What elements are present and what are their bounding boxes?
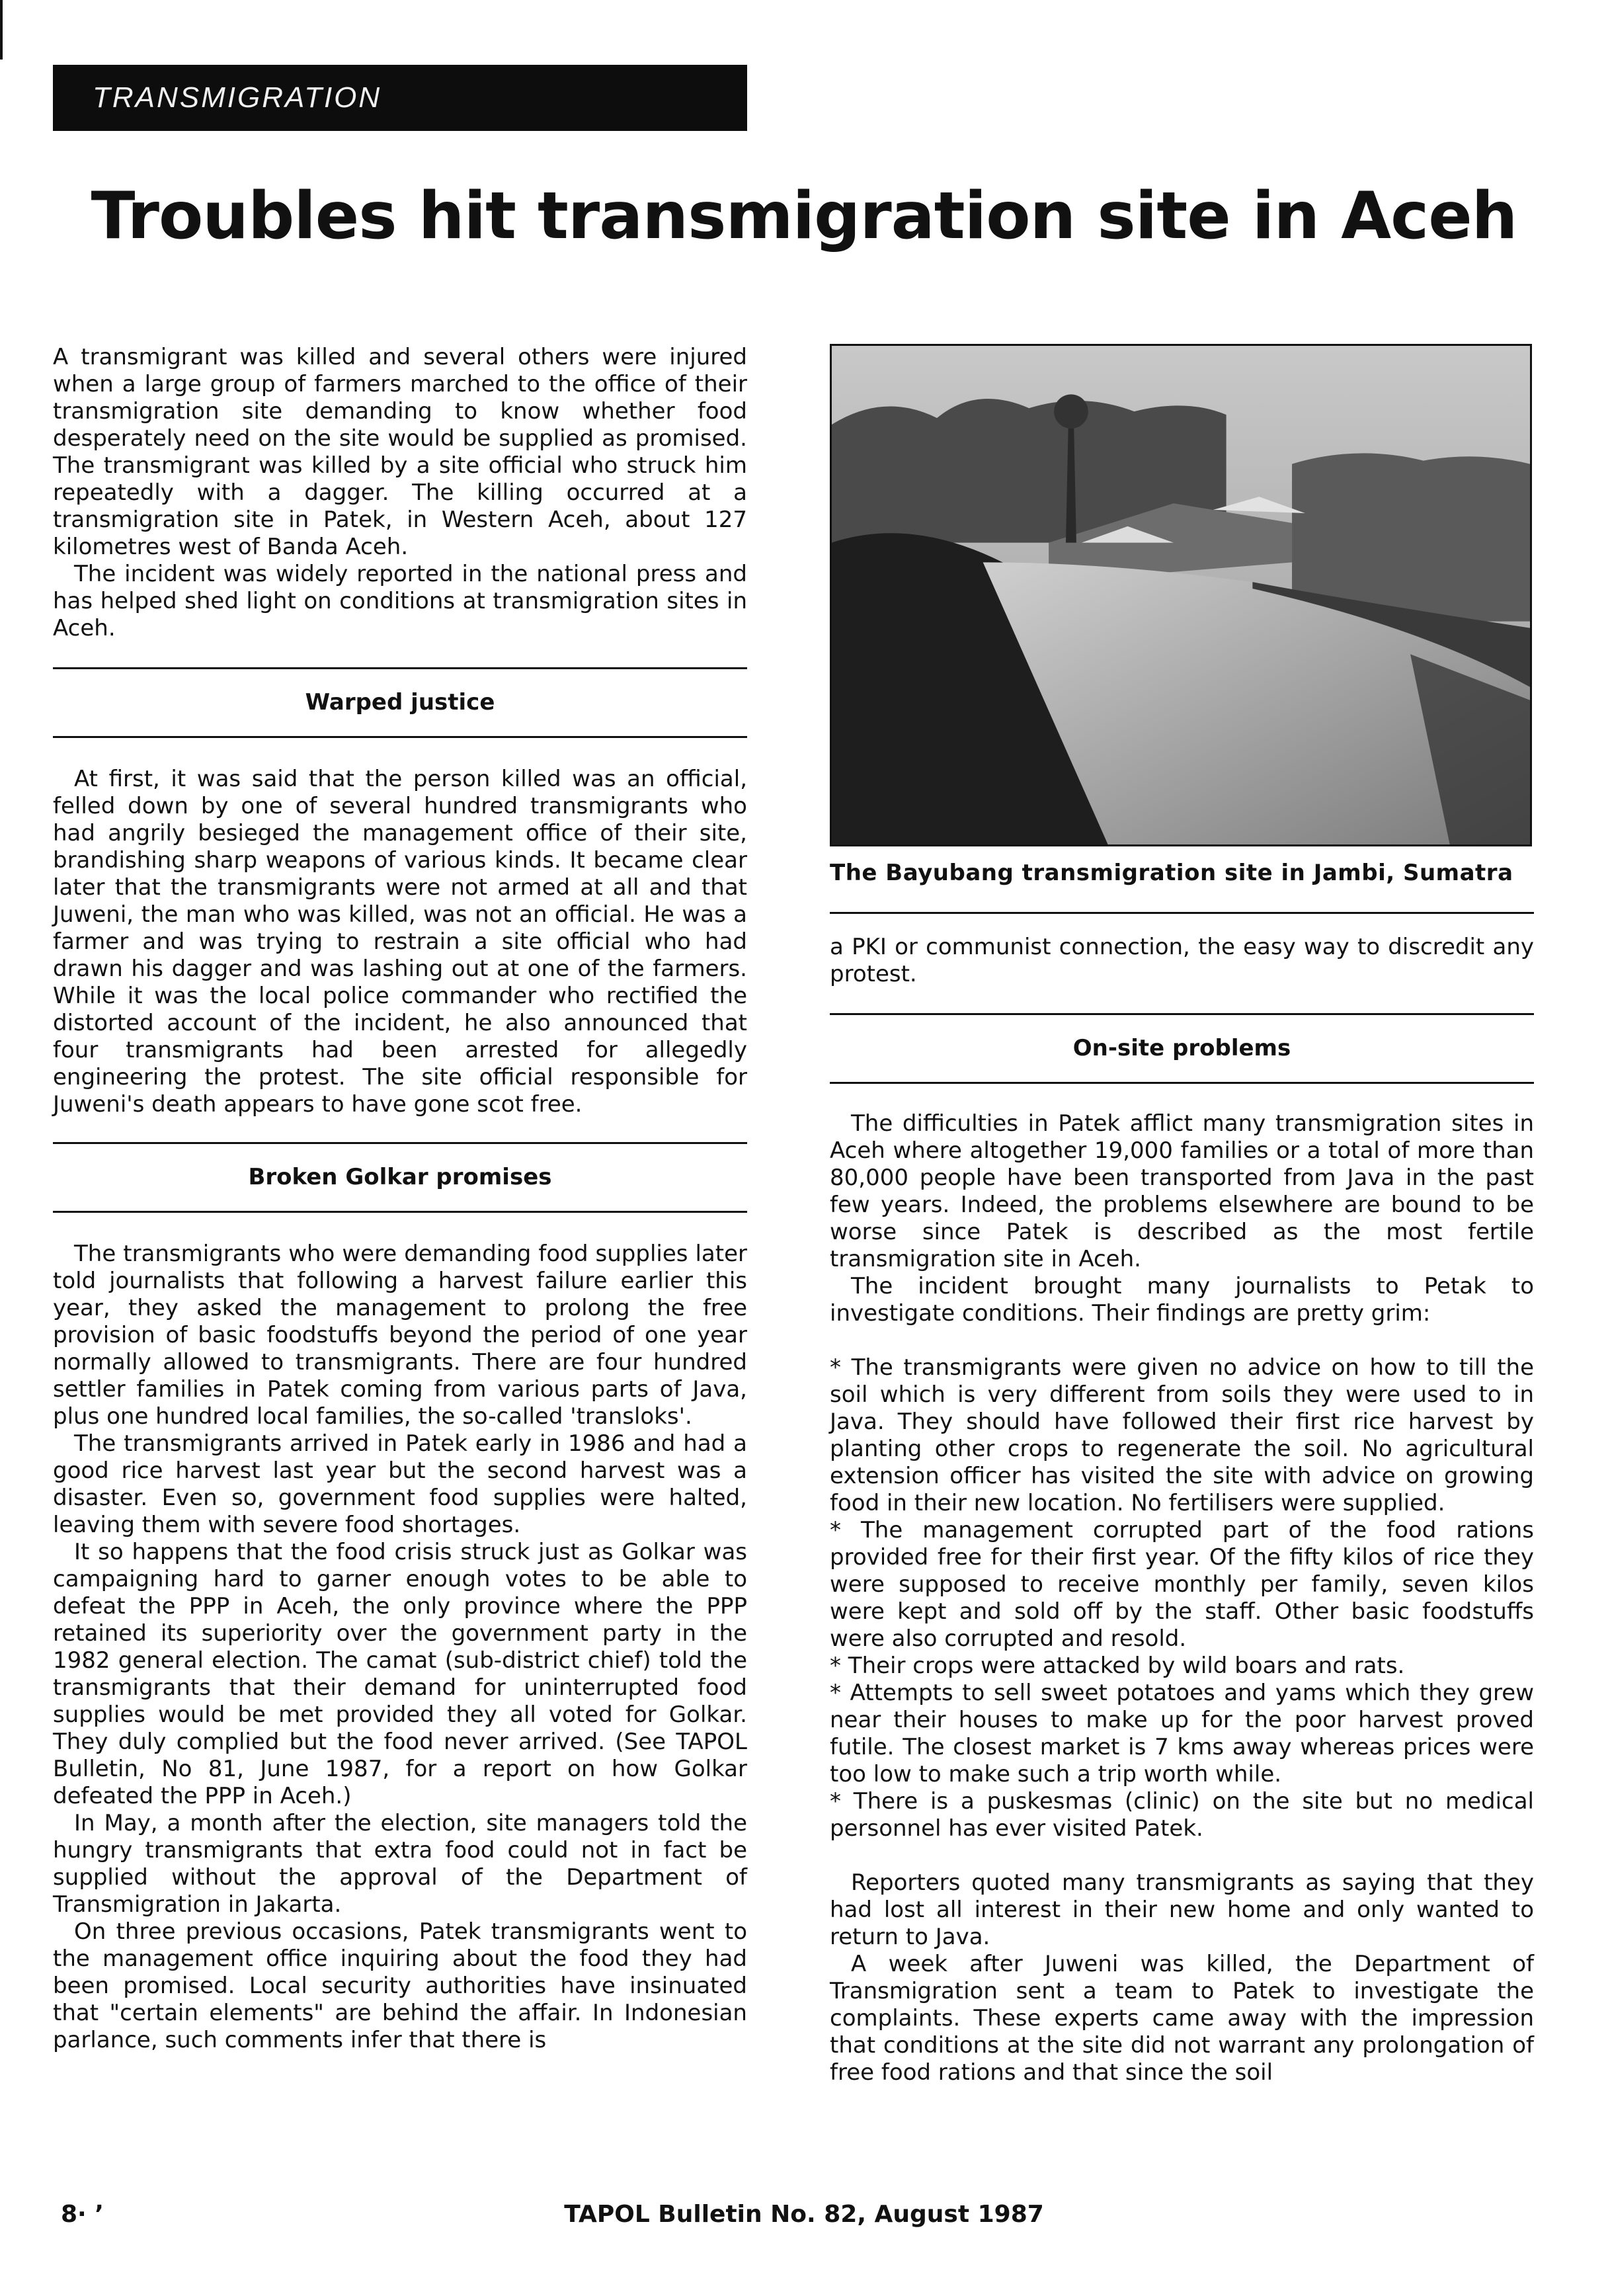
body-paragraph: A week after Juweni was killed, the Department of Transmigration sent a team to Patek to investigate the complaints. These experts came away with the impression that conditions at the site did not warrant any prolongation of free food rations and that since the soil: [830, 1951, 1534, 2086]
bullet-item: * Attempts to sell sweet potatoes and yams which they grew near their houses to make up for the poor harvest proved futile. The closest market is 7 kms away whereas prices were too low to make such a trip worth while.: [830, 1680, 1534, 1787]
divider: [53, 1211, 747, 1213]
bullet-item: * Their crops were attacked by wild boars and rats.: [830, 1653, 1405, 1679]
body-paragraph: The transmigrants who were demanding food supplies later told journalists that following a harvest failure earlier this year, they asked the management to prolong the free provision of basic foodstuffs beyond the period of one year normally allowed to transmigrants. There are four hundred settler families in Patek coming from various parts of Java, plus one hundred local families, the so-called 'transloks'.: [53, 1241, 747, 1430]
divider: [830, 1082, 1534, 1084]
transmigration-site-photo: [830, 344, 1532, 846]
article-title: Troubles hit transmigration site in Aceh: [91, 179, 1517, 254]
body-paragraph: Reporters quoted many transmigrants as saying that they had lost all interest in their new home and only wanted to return to Java.: [830, 1869, 1534, 1950]
page-number: 8· ʼ: [61, 2201, 104, 2228]
issue-line: TAPOL Bulletin No. 82, August 1987: [564, 2201, 1044, 2228]
photo-caption: The Bayubang transmigration site in Jambi, Sumatra: [830, 860, 1513, 886]
bullet-item: * The transmigrants were given no advice on how to till the soil which is very different from soils they were used to in Java. They should have followed their first rice harvest by planting other crops to regenerate the soil. No agricultural extension officer has visited the site with advice on growing food in their new location. No fertilisers were supplied.: [830, 1354, 1534, 1516]
section-tag: TRANSMIGRATION: [53, 65, 747, 131]
margin-mark: [0, 0, 3, 60]
intro-paragraph: The incident was widely reported in the national press and has helped shed light on conditions at transmigration sites in Aceh.: [53, 561, 747, 641]
intro-paragraph: A transmigrant was killed and several others were injured when a large group of farmers marched to the office of their transmigration site demanding to know whether food desperately need on the site would be supplied as promised. The transmigrant was killed by a site official who struck him repeatedly with a dagger. The killing occurred at a transmigration site in Patek, in Western Aceh, about 127 kilometres west of Banda Aceh.: [53, 344, 747, 560]
body-paragraph: It so happens that the food crisis struck just as Golkar was campaigning hard to garner enough votes to be able to defeat the PPP in Aceh, the only province where the PPP retained its superiority over the government party in the 1982 general election. The camat (sub-district chief) told the transmigrants that their demand for uninterrupted food supplies would be met provided they all voted for Golkar. They duly complied but the food never arrived. (See TAPOL Bulletin, No 81, June 1987, for a report on how Golkar defeated the PPP in Aceh.): [53, 1539, 747, 1809]
body-paragraph: The incident brought many journalists to Petak to investigate conditions. Their findings are pretty grim:: [830, 1273, 1534, 1327]
body-paragraph: a PKI or communist connection, the easy way to discredit any protest.: [830, 934, 1534, 987]
bullet-item: * There is a puskesmas (clinic) on the site but no medical personnel has ever visited Patek.: [830, 1788, 1534, 1842]
subheading-on-site-problems: On-site problems: [1072, 1035, 1291, 1061]
body-paragraph: The difficulties in Patek afflict many transmigration sites in Aceh where altogether 19,000 families or a total of more than 80,000 people have been transported from Java in the past few years. Indeed, the problems elsewhere are bound to be worse since Patek is described as the most fertile transmigration site in Aceh.: [830, 1110, 1534, 1272]
divider: [53, 1142, 747, 1144]
left-column: [53, 344, 747, 2054]
body-paragraph: In May, a month after the election, site managers told the hungry transmigrants that extra food could not in fact be supplied without the approval of the Department of Transmigration in Jakarta.: [53, 1810, 747, 1918]
body-paragraph: The transmigrants arrived in Patek early in 1986 and had a good rice harvest last year but the second harvest was a disaster. Even so, government food supplies were halted, leaving them with severe food shortages.: [53, 1430, 747, 1538]
body-paragraph: At first, it was said that the person killed was an official, felled down by one of several hundred transmigrants who had angrily besieged the management office of their site, brandishing sharp weapons of various kinds. It became clear later that the transmigrants were not armed at all and that Juweni, the man who was killed, was not an official. He was a farmer and was trying to restrain a site official who had drawn his dagger and was lashing out at one of the farmers. While it was the local police commander who rectified the distorted account of the incident, he also announced that four transmigrants had been arrested for allegedly engineering the protest. The site official responsible for Juweni's death appears to have gone scot free.: [53, 766, 747, 1118]
divider: [830, 912, 1534, 914]
body-paragraph: On three previous occasions, Patek transmigrants went to the management office inquiring about the food they had been promised. Local security authorities have insinuated that "certain elements" are behind the affair. In Indonesian parlance, such comments infer that there is: [53, 1918, 747, 2053]
divider: [53, 736, 747, 738]
divider: [830, 1013, 1534, 1015]
right-column: [830, 344, 1534, 2086]
bullet-item: * The management corrupted part of the food rations provided free for their first year. Of the fifty kilos of rice they were supposed to receive monthly per family, seven kilos were kept and sold off by the staff. Other basic foodstuffs were also corrupted and resold.: [830, 1517, 1534, 1652]
subheading-broken-golkar-promises: Broken Golkar promises: [248, 1164, 552, 1190]
subheading-warped-justice: Warped justice: [305, 689, 495, 716]
divider: [53, 667, 747, 669]
